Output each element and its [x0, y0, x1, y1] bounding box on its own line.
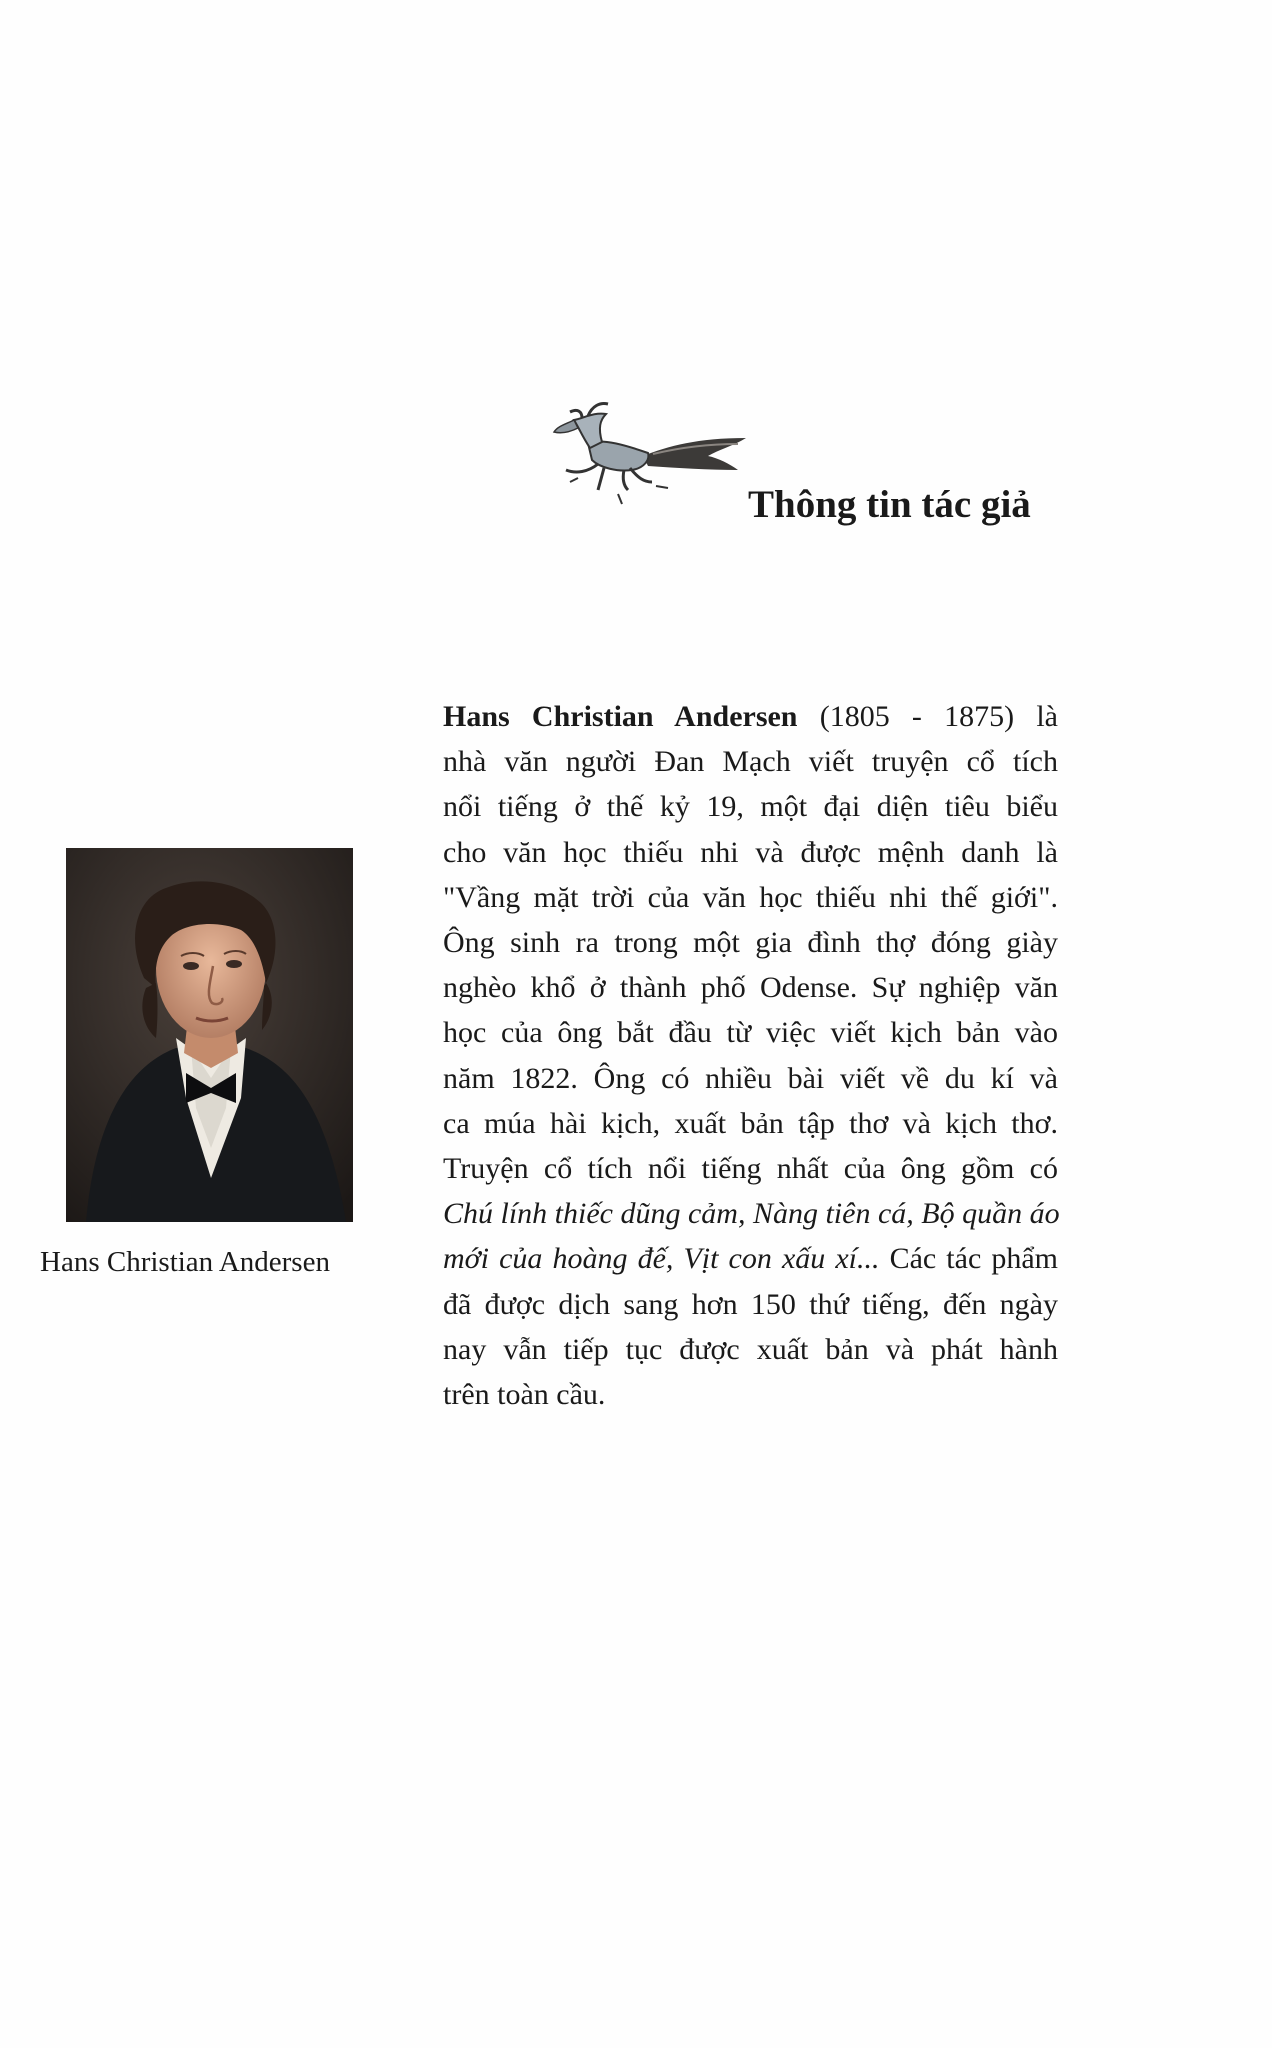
bio-line: [443, 694, 1058, 739]
author-portrait: [66, 848, 353, 1222]
bio-text: Các tác phẩm: [879, 1242, 1059, 1276]
bio-text: cho văn học thiếu nhi và được mệnh danh là: [443, 835, 1058, 869]
work-titles: Chú lính thiếc dũng cảm, Nàng tiên cá, Bộ quần áo: [443, 1197, 1060, 1231]
bio-text: "Vầng mặt trời của văn học thiếu nhi thế giới".: [443, 880, 1058, 914]
bio-line: [443, 1056, 1058, 1101]
bio-line: [443, 1327, 1058, 1372]
bio-line: [443, 1146, 1058, 1191]
bio-line: [443, 875, 1058, 920]
bio-text: năm 1822. Ông có nhiều bài viết về du kí và: [443, 1061, 1058, 1095]
bio-text: nay vẫn tiếp tục được xuất bản và phát hành: [443, 1332, 1058, 1366]
bio-text: (1805 - 1875) là: [797, 700, 1058, 733]
bio-line: [443, 1010, 1058, 1055]
bio-line: [443, 739, 1058, 784]
bio-text: học của ông bắt đầu từ việc viết kịch bản vào: [443, 1016, 1058, 1050]
bio-line: [443, 1282, 1058, 1327]
bio-text: Truyện cổ tích nổi tiếng nhất của ông gồm có: [443, 1152, 1058, 1186]
bio-text: nghèo khổ ở thành phố Odense. Sự nghiệp văn: [443, 971, 1058, 1005]
bio-line: [443, 920, 1058, 965]
work-titles: mới của hoàng đế, Vịt con xấu xí...: [443, 1242, 880, 1276]
bio-text: nổi tiếng ở thế kỷ 19, một đại diện tiêu biểu: [443, 790, 1058, 824]
bio-text: đã được dịch sang hơn 150 thứ tiếng, đến ngày: [443, 1287, 1058, 1321]
bio-line: [443, 965, 1058, 1010]
bio-line: [443, 1236, 1058, 1281]
section-title: Thông tin tác giả: [748, 483, 1031, 526]
bio-line: [443, 784, 1058, 829]
bio-line: [443, 1372, 1058, 1417]
bio-text: nhà văn người Đan Mạch viết truyện cổ tích: [443, 745, 1058, 779]
bio-line: [443, 1191, 1058, 1236]
author-biography: [443, 694, 1058, 1417]
portrait-caption: Hans Christian Andersen: [40, 1246, 330, 1278]
horse-ornament-icon: [548, 398, 748, 518]
bio-text: trên toàn cầu.: [443, 1378, 606, 1412]
bio-text: ca múa hài kịch, xuất bản tập thơ và kịch thơ.: [443, 1106, 1058, 1140]
bio-line: [443, 1101, 1058, 1146]
bio-text: Ông sinh ra trong một gia đình thợ đóng giày: [443, 926, 1058, 960]
bio-line: [443, 830, 1058, 875]
author-name: Hans Christian Andersen: [443, 700, 798, 733]
